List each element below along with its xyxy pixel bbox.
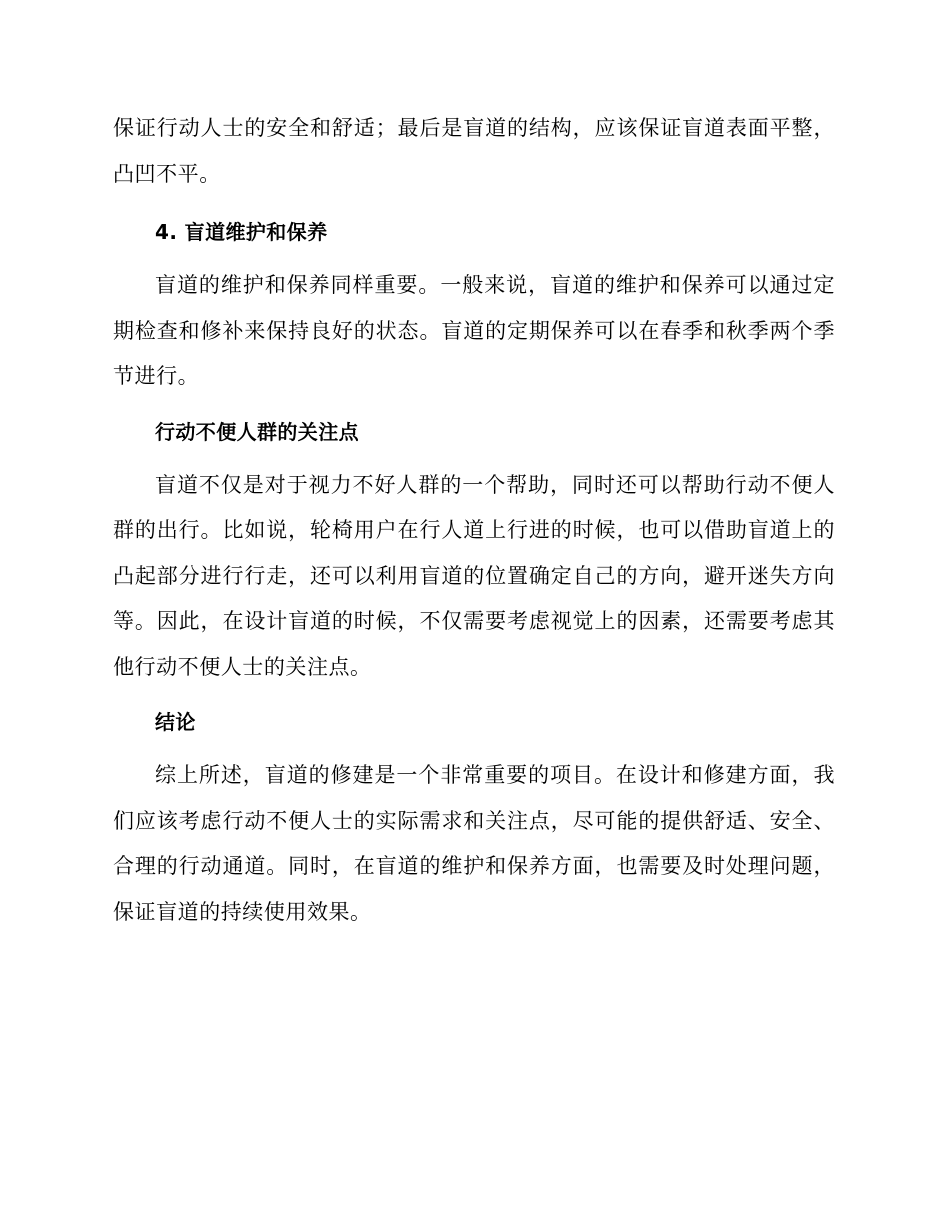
- intro-paragraph: 保证行动人士的安全和舒适；最后是盲道的结构，应该保证盲道表面平整，凸凹不平。: [113, 116, 835, 186]
- document-body: [113, 106, 835, 946]
- section-heading-maintenance: 4. 盲道维护和保养: [155, 220, 328, 244]
- section-body-mobility: 盲道不仅是对于视力不好人群的一个帮助，同时还可以帮助行动不便人群的出行。比如说，轮椅用户在行人道上行进的时候，也可以借助盲道上的凸起部分进行行走，还可以利用盲道的位置确定自己的方向，避开迷失方向等。因此，在设计盲道的时候，不仅需要考虑视觉上的因素，还需要考虑其他行动不便人士的关注点。: [113, 472, 835, 679]
- section-heading-conclusion: 结论: [155, 710, 196, 734]
- section-body-conclusion: 综上所述，盲道的修建是一个非常重要的项目。在设计和修建方面，我们应该考虑行动不便人士的实际需求和关注点，尽可能的提供舒适、安全、合理的行动通道。同时，在盲道的维护和保养方面，也需要及时处理问题，保证盲道的持续使用效果。: [113, 763, 835, 924]
- section-body-maintenance: 盲道的维护和保养同样重要。一般来说，盲道的维护和保养可以通过定期检查和修补来保持良好的状态。盲道的定期保养可以在春季和秋季两个季节进行。: [113, 273, 835, 388]
- section-heading-mobility: 行动不便人群的关注点: [155, 419, 359, 444]
